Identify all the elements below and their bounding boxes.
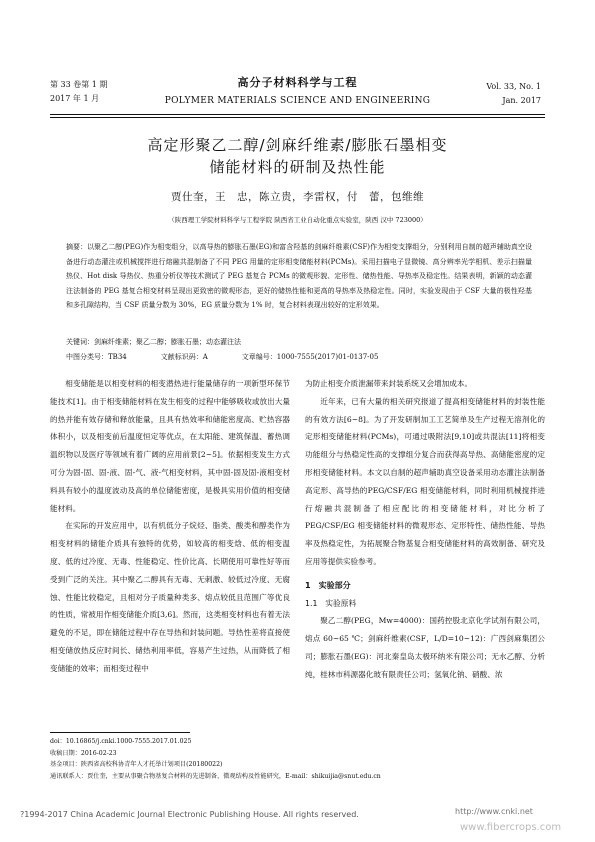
body-paragraph: 相变储能是以相变材料的相变潜热进行能量储存的一项新型环保节能技术[1]。由于相变储能材料在发生相变的过程中能够吸收或放出大量的热并能有效存储和释放能量，且具有热效率和储能密度高、贮热容器体积小，以及相变前后温度恒定等优点，在太阳能、建筑保温、蓄热调温织物以及医疗等领域有着广阔的应用前景[2~5]。依据相变发生方式可分为固-固、固-液、固-气、液-气相变材料，其中固-固及固-液相变材料具有较小的温度波动及高的单位储能密度，是极具实用价值的相变储能材料。 [50, 379, 290, 513]
authors: 贾仕奎，王 忠，陈立贵，李雷权，付 蕾，包维维 [171, 191, 424, 203]
received-date: 收稿日期：2016-02-23 [50, 749, 117, 757]
body-paragraph: 为防止相变介质泄漏带来封装系统又会增加成本。 [305, 379, 473, 388]
title-line-1: 高定形聚乙二醇/剑麻纤维素/膨胀石墨相变 [147, 136, 448, 154]
section-heading: 1 实验部分 [305, 580, 351, 590]
corresponding-author: 通讯联系人：贾仕奎，主要从事聚合物基复合材料的先进制备、微观结构及性能研究，E-mail：shikuijia@snut.edu.cn [50, 772, 381, 780]
watermark: www.fibercrops.com [460, 822, 562, 833]
article-number: 文章编号：1000-7555(2017)01-0137-05 [241, 353, 379, 361]
body-paragraph: 近年来，已有大量的相关研究报道了提高相变储能材料的封装性能的有效方法[6~8]。为了开发研制加工工艺简单及生产过程无溶剂化的定形相变储能材料(PCMs)，可通过吸附法[9,10]或共混法[11]将相变功能组分与热稳定性高的支撑组分复合而获得高导热、高储能密度的定形相变储能材料。本文以自制的超声辅助真空设备采用动态灌注法制备高定形、高导热的PEG/CSF/EG 相变储能材料，同时利用机械搅拌进行熔融共混制备了相应配比的相变储能材料，对比分析了 PEG/CSF/EG 相变储能材料的微观形态、定形特性、储热性能、导热率及热稳定性，为拓展聚合物基复合相变储能材料的高效制备、研究及应用等提供实验参考。 [305, 396, 545, 566]
article-title [0, 134, 595, 178]
journal-title-cn: 高分子材料科学与工程 [237, 76, 358, 89]
cnki-url: http://www.cnki.net [455, 807, 533, 816]
volume-issue-cn: 第 33 卷第 1 期 [50, 80, 108, 89]
footnotes [50, 736, 550, 782]
document-code: 文献标识码：A [160, 353, 208, 361]
date-en: Jan. 2017 [502, 96, 541, 105]
date-cn: 2017 年 1 月 [50, 94, 100, 103]
body-column-left [50, 375, 290, 678]
doi: doi：10.16865/j.cnki.1000-7555.2017.01.025 [50, 738, 192, 745]
journal-title-en: POLYMER MATERIALS SCIENCE AND ENGINEERING [164, 96, 431, 106]
header-right [486, 80, 541, 108]
abstract: 摘要：以聚乙二醇(PEG)作为相变组分，以高导热的膨胀石墨(EG)和富含羟基的剑麻纤维素(CSF)作为相变支撑组分，分别利用自制的超声辅助真空设备进行动态灌注或机械搅拌进行熔融共混制备了不同 PEG 用量的定形相变储能材料(PCMs)。采用扫描电子显微镜、高分辨率光学相机、差示扫描量热仪、Hot disk 导热仪、热重分析仪等技术测试了 PEG 基复合 PCMs 的微观形貌、定形性、储热性能、导热率及稳定性。结果表明，新颖的动态灌注法制备的 PEG 基复合相变材料呈现出更致密的微观形态，更好的储热性能和更高的导热率及热稳定性。同时，实验发现由于 CSF 大量的极性羟基和多孔隙结构，当 CSF 质量分数为 30%，EG 质量分数为 1% 时，复合材料表现出较好的定形效果。 [66, 243, 532, 309]
header-rule [50, 114, 545, 115]
footnote-rule [50, 732, 190, 733]
body-paragraph: 在实际的开发应用中，以有机低分子烷烃、脂类、酸类和醇类作为相变材料的储能介质具有独特的优势，如较高的相变焓、低的相变温度、低的过冷度、无毒、性能稳定、性价比高、长期使用可靠性好等而受到广泛的关注。其中聚乙二醇具有无毒、无刺激、较低过冷度、无腐蚀、性能比较稳定，且相对分子质量种类多、熔点较低且范围广等优良的性质，常被用作相变储能介质[3,6]。然而，这类相变材料也有着无法避免的不足，即在储能过程中存在导热和封装问题。导热性差将直接使相变储放热反应时间长、储热利用率低，容易产生过热，从而降低了相变储能的效率；而相变过程中 [50, 521, 290, 673]
affiliation: （陕西理工学院材料科学与工程学院 陕西省工业自动化重点实验室，陕西 汉中 723000） [168, 216, 427, 224]
body-column-right [305, 375, 545, 684]
keywords: 关键词：剑麻纤维素；聚乙二醇；膨胀石墨；动态灌注法 [66, 338, 241, 346]
volume-issue-en: Vol. 33, No. 1 [486, 82, 541, 91]
title-line-2: 储能材料的研制及热性能 [209, 158, 386, 176]
subsection-heading: 1.1 实验原料 [305, 598, 357, 608]
fund-info: 基金项目：陕西省高校科协青年人才托举计划项目(20180022) [50, 761, 223, 768]
copyright-notice: ?1994-2017 China Academic Journal Electronic Publishing House. All rights reserved. [20, 810, 359, 819]
clc-number: 中图分类号：TB34 [66, 353, 127, 361]
body-paragraph: 聚乙二醇(PEG，Mw=4000)：国药控股北京化学试剂有限公司，熔点 60~65 ℃；剑麻纤维素(CSF，L/D=10~12)：广西剑麻集团公司；膨胀石墨(EG)：河北秦皇岛太极环纳米有限公司；无水乙醇、分析纯，桂林市科源器化玻有限责任公司；氢氧化钠、硝酸、浓 [305, 616, 545, 679]
classification-line [66, 351, 532, 364]
header-rule-thin [50, 117, 545, 118]
